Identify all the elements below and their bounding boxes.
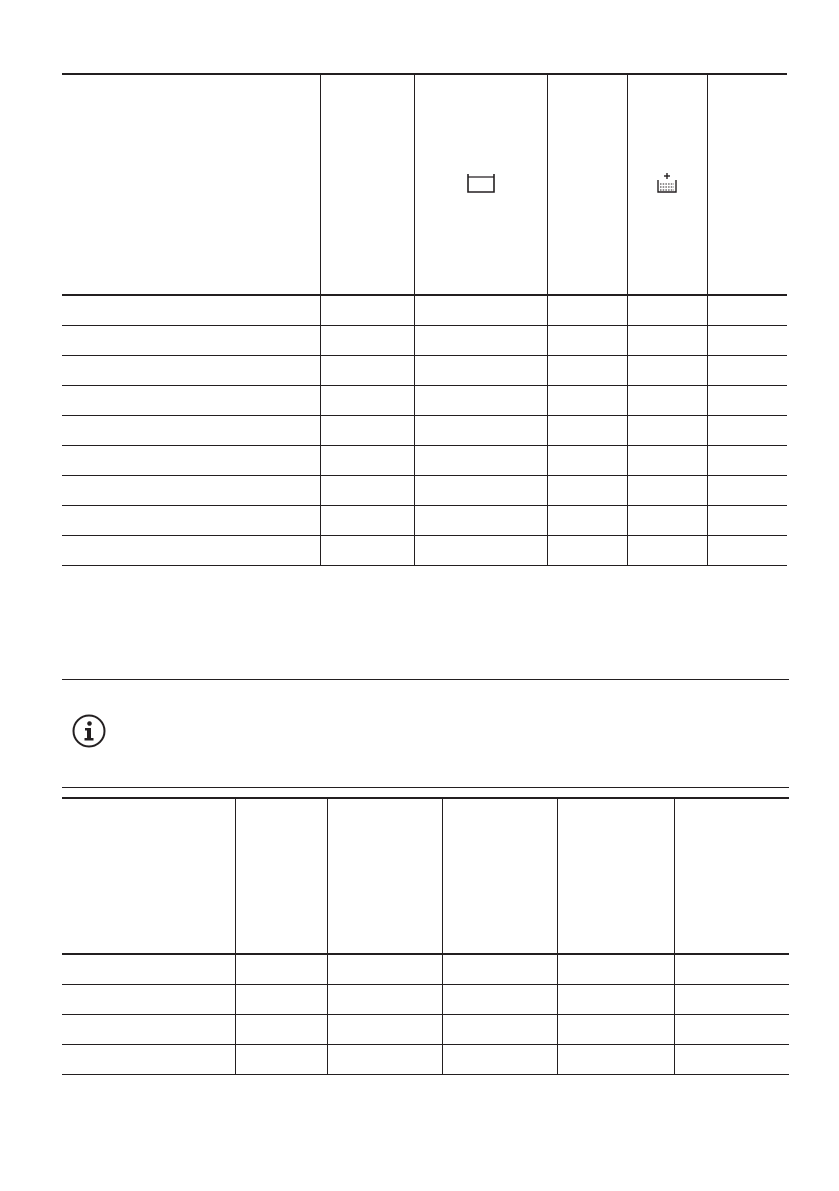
table-row: [62, 416, 787, 446]
header-cell: [674, 798, 789, 954]
table-row: [62, 446, 787, 476]
header-cell: [235, 798, 327, 954]
table-row: [62, 295, 787, 326]
info-icon: [72, 714, 106, 748]
rinse-plus-icon: [656, 172, 678, 194]
header-cell: [442, 798, 557, 954]
table-row: [62, 954, 789, 985]
data-table: [62, 797, 789, 1075]
header-cell: [327, 798, 442, 954]
programme-table: [62, 73, 787, 566]
table-row: [62, 1045, 789, 1075]
table-row: [62, 326, 787, 356]
table-row: [62, 506, 787, 536]
header-cell: [320, 74, 414, 295]
tub-icon: [466, 172, 496, 194]
note-bottom-divider: [62, 787, 789, 788]
table-row: [62, 1015, 789, 1045]
note-top-divider: [62, 679, 789, 680]
header-cell: [62, 798, 235, 954]
header-cell: [627, 74, 707, 295]
header-cell: [547, 74, 627, 295]
table-row: [62, 476, 787, 506]
header-cell: [557, 798, 674, 954]
table-header-row: [62, 74, 787, 295]
table-row: [62, 386, 787, 416]
table-header-row: [62, 798, 789, 954]
header-cell: [707, 74, 787, 295]
table-row: [62, 536, 787, 566]
header-cell: [414, 74, 547, 295]
table-row: [62, 356, 787, 386]
table-row: [62, 985, 789, 1015]
header-cell: [62, 74, 320, 295]
